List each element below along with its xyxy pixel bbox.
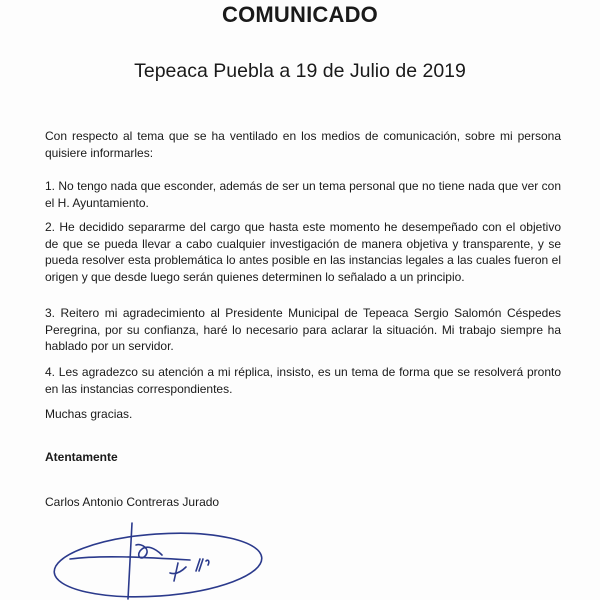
place-date-line: Tepeaca Puebla a 19 de Julio de 2019 xyxy=(134,60,466,82)
closing-salutation: Atentamente xyxy=(45,450,118,464)
point-4-paragraph: 4. Les agradezco su atención a mi réplica, insisto, es un tema de forma que se resolverá pronto en las instancias correspondientes. xyxy=(45,365,561,396)
thanks-line: Muchas gracias. xyxy=(45,407,133,421)
document-title: COMUNICADO xyxy=(222,2,378,27)
handwritten-signature xyxy=(50,515,270,600)
point-3-paragraph: 3. Reitero mi agradecimiento al Presidente Municipal de Tepeaca Sergio Salomón Céspedes Peregrina, por su confianza, haré lo necesario para aclarar la situación. Mi trabajo siempre ha hablado por un servidor. xyxy=(45,306,561,353)
intro-paragraph: Con respecto al tema que se ha ventilado en los medios de comunicación, sobre mi persona quisiere informarles: xyxy=(45,129,561,160)
point-1-paragraph: 1. No tengo nada que esconder, además de ser un tema personal que no tiene nada que ver con el H. Ayuntamiento. xyxy=(45,179,561,210)
signer-name: Carlos Antonio Contreras Jurado xyxy=(45,495,220,509)
point-2-paragraph: 2. He decidido separarme del cargo que hasta este momento he desempeñado con el objetivo de que se pueda llevar a cabo cualquier investigación de manera objetiva y transparente, y se pueda resolver esta problemática lo antes posible en las instancias legales a las cuales fueron el origen y que desde luego serán quienes determinen lo señalado a un principio. xyxy=(45,220,561,284)
